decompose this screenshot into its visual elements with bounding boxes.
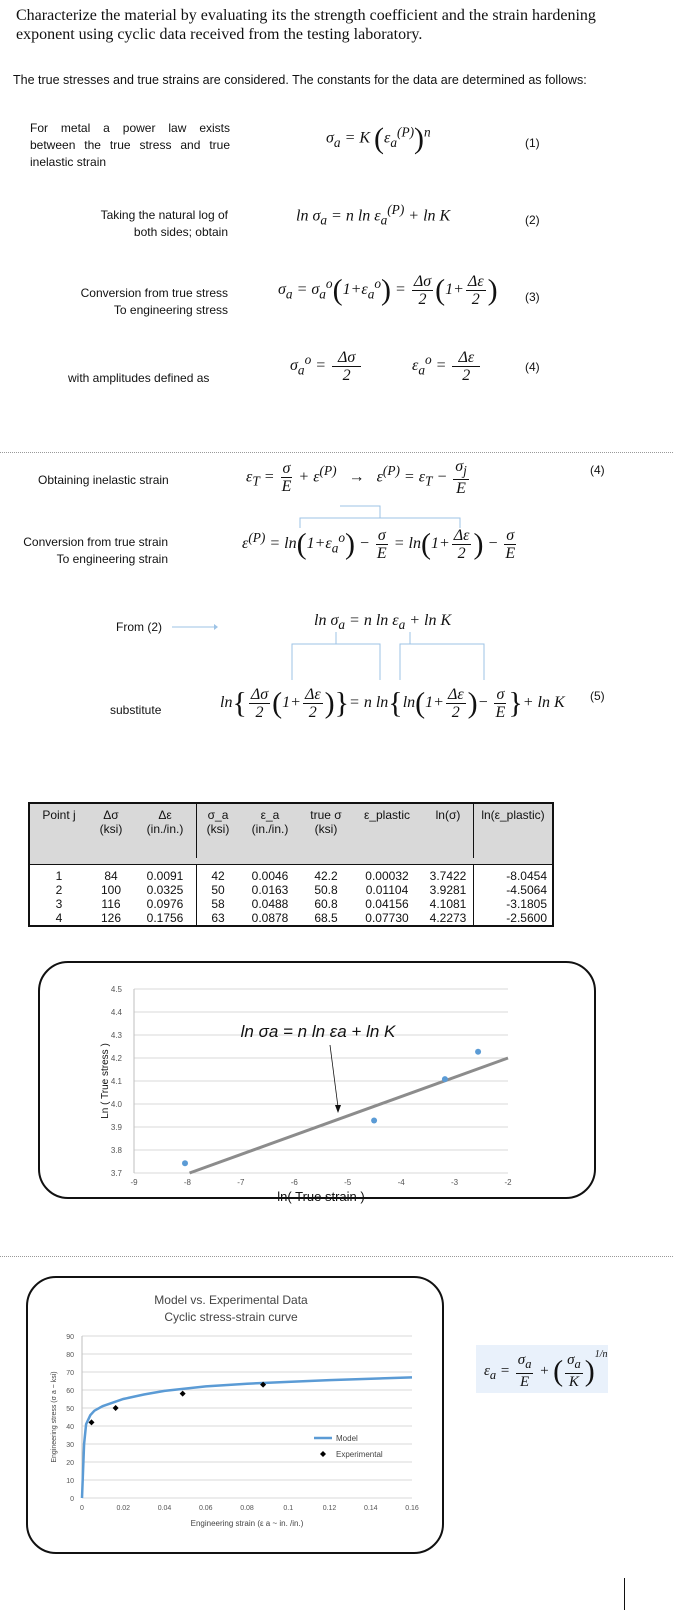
x-tick-label: 0.12 xyxy=(322,1505,337,1512)
eq-number-4b: (4) xyxy=(590,463,605,477)
y-tick-label: 60 xyxy=(66,1388,74,1395)
table-cell: 50 xyxy=(197,883,240,897)
y-tick-label: 3.8 xyxy=(110,1146,122,1155)
table-cell: 4.2273 xyxy=(429,911,467,925)
header-ln-epsilon-plastic: ln(ε_plastic) xyxy=(474,804,553,858)
x-tick-label: 0.16 xyxy=(405,1505,419,1512)
text-cursor xyxy=(624,1578,625,1610)
header-ln-sigma: ln(σ) xyxy=(423,804,474,858)
table-cell: 3.7422 xyxy=(429,869,467,883)
table-cell: 50.8 xyxy=(314,883,338,897)
chart-subtitle: Cyclic stress-strain curve xyxy=(164,1310,298,1324)
y-tick-label: 30 xyxy=(66,1442,74,1449)
table-cell: 0.0878 xyxy=(251,911,289,925)
header-true-sigma: true σ (ksi) xyxy=(301,804,351,858)
table-cell: 0.0325 xyxy=(146,883,184,897)
table-row xyxy=(30,865,552,884)
fit-line xyxy=(190,1058,508,1173)
data-point xyxy=(442,1076,448,1082)
ramberg-osgood-box xyxy=(476,1345,608,1393)
chart-title: Model vs. Experimental Data xyxy=(154,1293,308,1307)
data-point xyxy=(371,1118,377,1124)
x-axis-label: ln( True strain ) xyxy=(277,1189,365,1204)
equation-from2: $\ln \sigma_a = n$ $\ln \varepsilon_a + \ln K$ xyxy=(314,612,452,633)
x-tick-label: -6 xyxy=(290,1178,298,1187)
table-cell: -2.5600 xyxy=(474,911,553,925)
table-cell: 0.07730 xyxy=(365,911,409,925)
connector-lines-2 xyxy=(220,630,500,685)
conversion-stress-label: Conversion from true stress To engineering stress xyxy=(80,286,228,317)
annotation-arrowhead xyxy=(335,1105,341,1113)
y-axis-label: Engineering stress (σ a ~ ksi) xyxy=(51,1371,58,1463)
x-axis-label: Engineering strain (ε a ~ in. /in.) xyxy=(190,1519,304,1528)
table-cell: 84 xyxy=(104,869,118,883)
header-point: Point j xyxy=(30,804,88,858)
table-cell: 3 xyxy=(55,897,63,911)
x-tick-label: -3 xyxy=(451,1178,459,1187)
y-tick-label: 3.7 xyxy=(110,1169,122,1178)
connector-lines-1 xyxy=(290,500,490,530)
equation-4-strain: $\varepsilon_a^o$ = $\frac{\Delta\varepsilon}{2}$ xyxy=(412,349,479,384)
table-cell: 42.2 xyxy=(314,869,338,883)
y-tick-label: 4.3 xyxy=(110,1031,122,1040)
x-tick-label: 0.08 xyxy=(240,1505,254,1512)
header-epsilon-a: ε_a (in./in.) xyxy=(239,804,301,858)
x-tick-label: -2 xyxy=(504,1178,512,1187)
equation-5: ln{ $\frac{\Delta\sigma}{2}$ (1+ $\frac{\Delta\varepsilon}{2}$ )}= n ln{ln(1+ $\frac{\Delta\varepsilon}{2}$ )− $\frac{\sigma}{E}$ }+ ln K xyxy=(220,686,565,721)
x-tick-label: 0.04 xyxy=(157,1505,172,1512)
table-cell: 2 xyxy=(55,883,63,897)
table-cell: 4.1081 xyxy=(429,897,467,911)
equation-1: $\sigma_a = K$ $(\varepsilon_a^{(P)})^n$ xyxy=(326,122,431,155)
equation-2: $\ln \sigma_a = n$ $\ln \varepsilon_a^{(P)} + \ln K$ xyxy=(296,202,451,228)
table-row xyxy=(30,911,552,925)
experimental-point xyxy=(113,1405,119,1411)
table-cell: 63 xyxy=(197,911,240,925)
eq-number-5: (5) xyxy=(590,689,605,703)
table-cell: 1 xyxy=(55,869,63,883)
table-cell: 0.04156 xyxy=(365,897,409,911)
x-tick-label: 0.02 xyxy=(116,1505,131,1512)
table-cell: 0.0488 xyxy=(251,897,289,911)
section-divider-1 xyxy=(0,452,673,453)
equation-4-stress: $\sigma_a^o$ = $\frac{\Delta\sigma}{2}$ xyxy=(290,349,360,384)
table-cell: 42 xyxy=(197,865,240,884)
table-cell: -8.0454 xyxy=(474,865,553,884)
natural-log-label: Taking the natural log of both sides; obtain xyxy=(100,208,228,239)
x-tick-label: -7 xyxy=(237,1178,245,1187)
table-cell: 60.8 xyxy=(314,897,338,911)
intro-text: The true stresses and true strains are considered. The constants for the data are determined as follows: xyxy=(13,73,587,87)
table-cell: 0.0976 xyxy=(146,897,184,911)
chart-annotation: ln σa = n ln εa + ln K xyxy=(240,1022,396,1041)
table-cell: -3.1805 xyxy=(474,897,553,911)
y-axis-label: Ln ( True stress ) xyxy=(100,1043,111,1119)
cyclic-stress-strain-chart xyxy=(40,1286,440,1546)
legend-experimental-swatch xyxy=(320,1451,326,1457)
table-cell: 68.5 xyxy=(314,911,338,925)
x-tick-label: 0.14 xyxy=(363,1505,378,1512)
x-tick-label: 0.06 xyxy=(198,1505,213,1512)
experimental-point xyxy=(88,1419,94,1425)
table-cell: 0.01104 xyxy=(365,883,409,897)
table-cell: 58 xyxy=(197,897,240,911)
data-table xyxy=(30,804,552,925)
eq-number-3: (3) xyxy=(525,290,540,304)
data-table-wrapper xyxy=(28,802,554,927)
table-cell: -4.5064 xyxy=(474,883,553,897)
y-tick-label: 4.2 xyxy=(110,1054,122,1063)
table-row xyxy=(30,883,552,897)
from2-arrow xyxy=(170,622,220,632)
table-cell: 0.0046 xyxy=(251,869,289,883)
section-divider-2 xyxy=(0,1256,673,1257)
y-tick-label: 3.9 xyxy=(110,1123,122,1132)
data-point xyxy=(182,1160,188,1166)
conversion-strain-label: Conversion from true strain To engineering strain xyxy=(23,535,168,566)
table-header-row xyxy=(30,804,552,858)
amplitudes-label: with amplitudes defined as xyxy=(68,371,210,385)
inelastic-label: Obtaining inelastic strain xyxy=(38,473,169,487)
legend-experimental-label: Experimental xyxy=(336,1450,383,1459)
y-tick-label: 10 xyxy=(66,1478,74,1485)
table-cell: 126 xyxy=(100,911,122,925)
equation-3: $\sigma_a = \sigma_a^o(1+\varepsilon_a^o)$ = $\frac{\Delta\sigma}{2}$ (1+ $\frac{\Delta\varepsilon}{2}$ ) xyxy=(278,273,498,308)
y-tick-label: 4.0 xyxy=(110,1100,122,1109)
y-tick-label: 80 xyxy=(66,1352,74,1359)
experimental-point xyxy=(180,1391,186,1397)
y-tick-label: 20 xyxy=(66,1460,74,1467)
eq-number-4: (4) xyxy=(525,360,540,374)
table-cell: 0.0163 xyxy=(251,883,289,897)
equation-inelastic: $\varepsilon_T$ = $\frac{\sigma}{E}$ + $\varepsilon^{(P)} \to \varepsilon^{(P)} = \varepsilon_T$ − $\frac{\sigma_j}{E}$ xyxy=(246,458,467,498)
table-cell: 100 xyxy=(100,883,122,897)
log-log-chart xyxy=(80,975,540,1204)
legend-model-label: Model xyxy=(336,1434,358,1443)
y-tick-label: 0 xyxy=(70,1496,74,1503)
x-tick-label: -8 xyxy=(183,1178,191,1187)
eq-number-1: (1) xyxy=(525,136,540,150)
y-tick-label: 90 xyxy=(66,1334,74,1341)
header-delta-epsilon: Δε (in./in.) xyxy=(134,804,197,858)
equation-strain-conversion: $\varepsilon^{(P)} = \ln(1+\varepsilon_a^o)$ − $\frac{\sigma}{E}$ = ln(1+ $\frac{\Delta\varepsilon}{2}$ ) − $\frac{\sigma}{E}$ xyxy=(242,527,516,562)
annotation-arrow xyxy=(330,1045,338,1107)
table-row xyxy=(30,897,552,911)
from2-label: From (2) xyxy=(116,620,162,634)
table-cell: 0.0091 xyxy=(146,869,184,883)
power-law-label: For metal a power law exists between the true stress and true inelastic strain xyxy=(30,121,230,169)
table-cell: 0.00032 xyxy=(365,869,409,883)
x-tick-label: -5 xyxy=(344,1178,352,1187)
y-tick-label: 4.4 xyxy=(110,1008,122,1017)
page-heading: Characterize the material by evaluating its the strength coefficient and the strain hardening exponent using cyclic data received from the testing laboratory. xyxy=(16,7,596,43)
substitute-label: substitute xyxy=(110,703,162,717)
y-tick-label: 4.1 xyxy=(110,1077,122,1086)
table-cell: 0.1756 xyxy=(146,911,184,925)
x-tick-label: 0.1 xyxy=(283,1505,294,1512)
table-cell: 3.9281 xyxy=(429,883,467,897)
table-cell: 116 xyxy=(101,897,121,911)
header-delta-sigma: Δσ (ksi) xyxy=(88,804,134,858)
y-tick-label: 4.5 xyxy=(110,985,122,994)
header-sigma-a: σ_a (ksi) xyxy=(197,804,240,858)
y-tick-label: 70 xyxy=(66,1370,74,1377)
header-epsilon-plastic: ε_plastic xyxy=(351,804,423,858)
table-cell: 4 xyxy=(55,911,63,925)
x-tick-label: -4 xyxy=(397,1178,405,1187)
eq-number-2: (2) xyxy=(525,213,540,227)
ramberg-osgood-equation: $\varepsilon_a$ = $\frac{\sigma_a}{E}$ + ( $\frac{\sigma_a}{K}$ )$^{1/n}$ xyxy=(484,1349,608,1391)
x-tick-label: 0 xyxy=(80,1505,84,1512)
y-tick-label: 40 xyxy=(66,1424,74,1431)
data-point xyxy=(475,1049,481,1055)
x-tick-label: -9 xyxy=(130,1178,138,1187)
y-tick-label: 50 xyxy=(66,1406,74,1413)
